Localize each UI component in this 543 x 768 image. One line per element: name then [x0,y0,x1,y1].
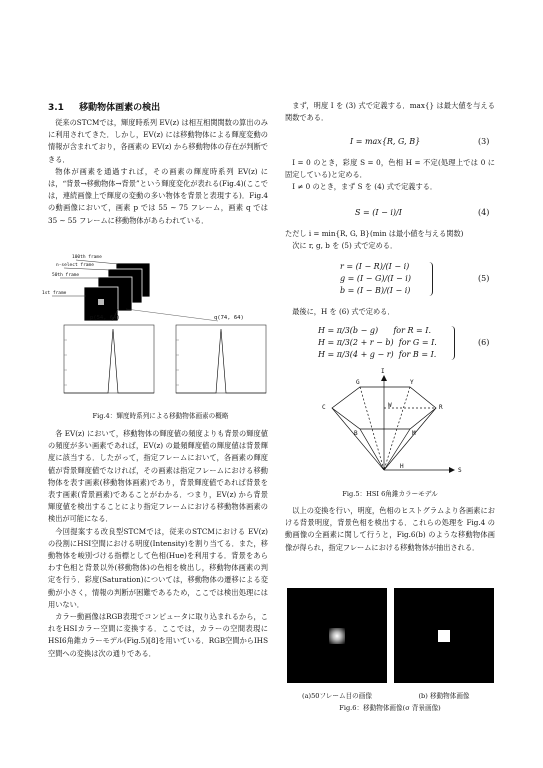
frame-label-50: 50th frame [52,273,80,278]
equation-6-number: (6) [478,338,490,347]
fig6-image-a [287,588,387,683]
left-column-text-bottom [48,428,268,660]
label-I: I [381,368,385,375]
blurred-object [329,628,345,644]
fig6-subcaption-b: (b) 移動物体画像 [418,692,470,700]
paragraph-3: 各 EV(z) において，移動物体の輝度値の頻度よりも背景の輝度値の頻度が多い画素であれば，EV(z) の最頻輝度値の輝度値は背景輝度に該当する．したがって，指定フレームにおいて，各画素の輝度値が背景輝度値でなければ，その画素は指定フレームにおける移動物体を表す画素(移動物体画素)であり，背景輝度値であれば背景を表す画素(背景画素)であることがわかる．つまり，EV(z) から背景輝度値を検出することにより指定フレームにおける移動物体画素の検出が可能になる． [48,429,268,524]
right-text-a [285,157,495,194]
eq5-line-g: g = (I − G)/(I − i) [340,274,411,283]
label-S: S [458,467,462,474]
figure-6-caption: Fig.6：移動物体画像(σ 背景画像) [339,704,441,712]
label-C: C [322,404,326,411]
right-intro [285,100,495,124]
text-i-zero: I = 0 のとき，彩度 S = 0，色相 H = 不定(処理上では 0 に固定している)と定める． [285,158,495,180]
label-B: B [354,430,358,437]
right-text-d [285,505,495,554]
moving-object-blob [98,299,104,305]
text-min-def: ただし i = min{R, G, B}(min は最小値を与える関数) [285,229,464,238]
equation-5-number: (5) [478,274,490,283]
equation-4-number: (4) [478,208,490,217]
label-G: G [356,379,360,386]
right-text-c [285,306,495,318]
paragraph-1: 従来のSTCMでは，輝度時系列 EV(z) は相互相関関数の算出のみに利用されてきた．しかし，EV(z) には移動物体による輝度変動の情報が含まれており，各画素の EV(z) から移動物体の存在が判断できる． [48,118,268,164]
text-rgb-def: 次に r, g, b を (5) 式で定める． [292,241,398,251]
intro-text: まず，明度 I を (3) 式で定義する．max{} は最大値を与える関数である． [285,101,495,123]
eq5-brace [428,262,433,296]
paragraph-5: カラー動画像はRGB表現でコンピュータに取り込まれるから，これをHSIカラー空間に変換する．ここでは，カラーの空間表現にHSI6角錐カラーモデル(Fig.5)[8]を用いている．RGB空間からIHS空間への変換は次の通りである． [48,612,268,658]
extracted-object [438,630,450,642]
eq5-line-b: b = (I − B)/(I − i) [340,286,411,295]
equation-3-number: (3) [478,137,490,146]
pixel-q-label: q(74, 64) [214,315,244,321]
label-Y: Y [410,379,414,386]
frame-label-n: n-select frame [56,263,94,268]
figure-4-diagram [48,255,273,405]
paragraph-after-fig5: 以上の変換を行い，明度，色相のヒストグラムより各画素における背景明度，背景色相を検出する．これらの処理を Fig.4 の動画像の全画素に関して行うと，Fig.6(b) のような移動物体画像が得られ，指定フレームにおける移動物体が抽出される． [285,506,495,552]
text-h-def: 最後に，H を (6) 式で定める． [292,307,395,316]
equation-5 [340,261,411,297]
equation-3: I = max{R, G, B} [350,137,421,146]
left-column-text-top [48,117,268,227]
figure-5-caption: Fig.5：HSI 6角錐カラーモデル [342,490,438,498]
figure-4 [42,255,273,405]
eq6-line-1: H = π/3(b − g) for R = I. [318,326,431,335]
right-text-b [285,228,495,252]
fig6-subcaption-a: (a)50フレーム目の画像 [302,692,372,700]
equation-4: S = (I − i)/I [355,208,402,217]
figure-5 [318,368,468,480]
paragraph-4: 今回提案する改良型STCMでは，従来のSTCMにおける EV(z) の役割にHSI空間における明度(Intensity)を割り当てる．また，移動物体を峻別づける指標として色相(Hue)を利用する．背景をあらわす色相と背景以外(移動物体)の色相を検出し，移動物体画素の判定を行う．彩度(Saturation)については，移動物体の遷移による変動が小さく，情報の判断が困難であるため，ここでは検出処理には用いない． [48,526,268,609]
eq5-line-r: r = (I − R)/(I − i) [340,262,410,271]
eq6-brace [450,326,455,360]
label-M: M [412,430,416,437]
eq6-line-3: H = π/3(4 + g − r) for B = I. [318,350,437,359]
paragraph-2: 物体が画素を通過すれば，その画素の輝度時系列 EV(z) には，“背景→移動物体→背景”という輝度変化が表れる(Fig.4)(ここでは，連続画像上で輝度の変動の多い物体を背景と表現する)．Fig.4 の動画像において，画素 p では 55 ∼ 75 フレーム，画素 q では 35 ∼ 55 フレームに移動物体があらわれている． [48,166,268,225]
eq6-line-2: H = π/3(2 + r − b) for G = I. [318,338,437,347]
label-R: R [439,404,443,411]
frame-label-1: 1st frame [42,291,67,296]
label-W: W [388,402,392,409]
frame-label-100: 100th frame [72,255,102,260]
section-title-text: 移動物体画素の検出 [79,103,161,113]
equation-6 [318,325,437,361]
section-title [48,100,160,113]
pixel-p-label: p(54, 64) [90,315,120,321]
hsi-hexcone-diagram [318,372,468,480]
section-number: 3.1 [48,103,64,113]
text-i-nonzero: I ≠ 0 のとき，まず S を (4) 式で定義する． [292,182,438,192]
label-H: H [400,463,404,470]
fig6-image-b [394,588,494,683]
figure-4-caption: Fig.4：輝度時系列による移動物体画素の概略 [92,412,229,420]
